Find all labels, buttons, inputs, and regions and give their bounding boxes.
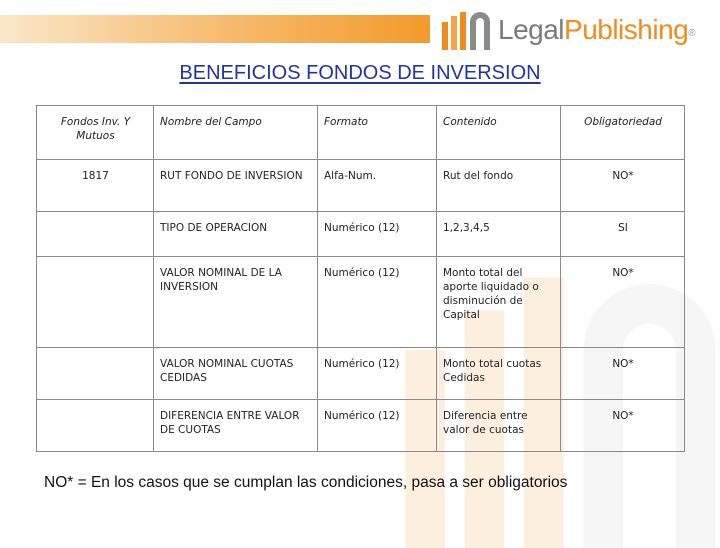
table-cell: Numérico (12) (318, 212, 437, 257)
table-cell (37, 257, 154, 348)
table-cell: Rut del fondo (437, 160, 561, 212)
header-cell: Fondos Inv. Y Mutuos (37, 106, 154, 160)
header-accent-bar (0, 15, 430, 43)
logo-mark-icon (440, 8, 492, 52)
table-cell: Alfa-Num. (318, 160, 437, 212)
fields-table (36, 105, 685, 452)
logo-text-publishing: Publishing (564, 14, 689, 45)
table-row (37, 160, 685, 212)
table-header-row (37, 106, 685, 160)
table-cell: 1817 (37, 160, 154, 212)
table-cell: Numérico (12) (318, 257, 437, 348)
table-cell: VALOR NOMINAL CUOTAS CEDIDAS (154, 348, 318, 400)
table-cell: RUT FONDO DE INVERSION (154, 160, 318, 212)
table-cell: NO* (561, 257, 685, 348)
table-cell: VALOR NOMINAL DE LA INVERSION (154, 257, 318, 348)
table-cell: TIPO DE OPERACION (154, 212, 318, 257)
header-cell: Contenido (437, 106, 561, 160)
table-cell: Diferencia entre valor de cuotas (437, 400, 561, 452)
table-row (37, 400, 685, 452)
footnote: NO* = En los casos que se cumplan las condiciones, pasa a ser obligatorios (44, 474, 568, 491)
header-cell: Formato (318, 106, 437, 160)
table-cell: NO* (561, 348, 685, 400)
table-cell: NO* (561, 400, 685, 452)
page-title: BENEFICIOS FONDOS DE INVERSION (179, 62, 541, 84)
table-cell (37, 348, 154, 400)
table-cell: NO* (561, 160, 685, 212)
table-cell: 1,2,3,4,5 (437, 212, 561, 257)
table-cell: Numérico (12) (318, 348, 437, 400)
table-row (37, 212, 685, 257)
header-cell: Obligatoriedad (561, 106, 685, 160)
header-cell: Nombre del Campo (154, 106, 318, 160)
table-cell (37, 212, 154, 257)
logo-text-legal: Legal (498, 14, 565, 45)
table-row (37, 348, 685, 400)
registered-mark: ® (688, 28, 696, 39)
logo-wordmark (498, 14, 695, 46)
legal-publishing-logo (440, 4, 720, 54)
table-cell: Monto total del aporte liquidado o disminución de Capital (437, 257, 561, 348)
table-cell: DIFERENCIA ENTRE VALOR DE CUOTAS (154, 400, 318, 452)
table-cell: Numérico (12) (318, 400, 437, 452)
table-cell: SI (561, 212, 685, 257)
table-cell (37, 400, 154, 452)
table-cell: Monto total cuotas Cedidas (437, 348, 561, 400)
table-row (37, 257, 685, 348)
